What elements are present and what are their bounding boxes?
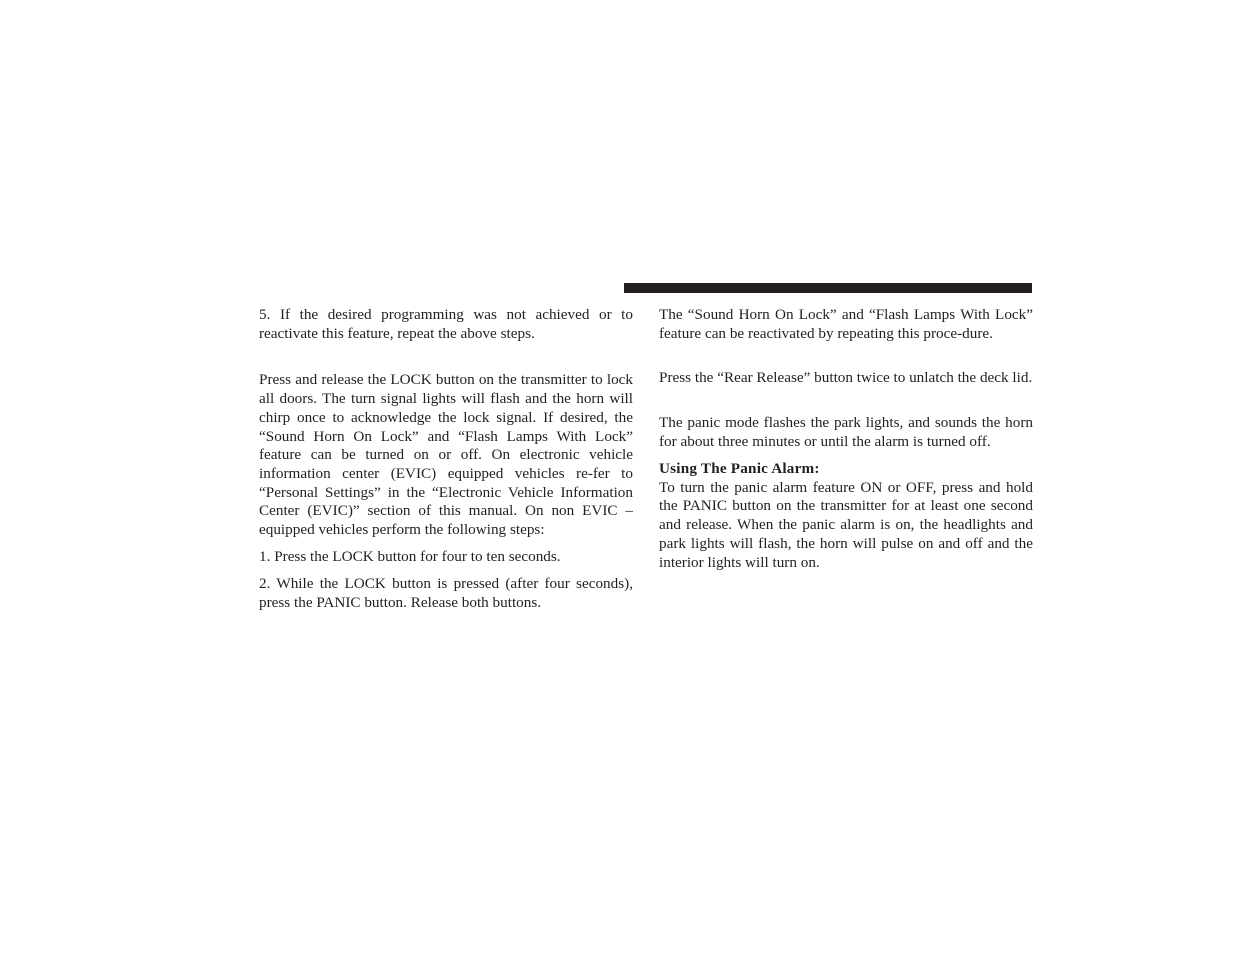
- reactivate-paragraph: The “Sound Horn On Lock” and “Flash Lamps With Lock” feature can be reactivated by repeating this proce-dure.: [659, 306, 1033, 342]
- step-5-paragraph: 5. If the desired programming was not achieved or to reactivate this feature, repeat the above steps.: [259, 306, 633, 342]
- lock-description-paragraph: Press and release the LOCK button on the transmitter to lock all doors. The turn signal lights will flash and the horn will chirp once to acknowledge the lock signal. If desired, the “Sound Horn On Lock” and “Flash Lamps With Lock” feature can be turned on or off. On electronic vehicle information center (EVIC) equipped vehicles re-fer to “Personal Settings” in the “Electronic Vehicle Information Center (EVIC)” section of this manual. On non EVIC – equipped vehicles perform the following steps:: [259, 371, 633, 539]
- right-column: [659, 306, 1033, 572]
- panic-alarm-paragraph: To turn the panic alarm feature ON or OFF, press and hold the PANIC button on the transmitter for at least one second and release. When the panic alarm is on, the headlights and park lights will flash, the horn will pulse on and off and the interior lights will turn on.: [659, 478, 1033, 571]
- panic-alarm-subheading: Using The Panic Alarm:: [659, 460, 820, 478]
- left-column: [259, 306, 633, 613]
- step-2-paragraph: 2. While the LOCK button is pressed (after four seconds), press the PANIC button. Release both buttons.: [259, 575, 633, 612]
- panic-mode-paragraph: The panic mode flashes the park lights, and sounds the horn for about three minutes or until the alarm is turned off.: [659, 414, 1033, 450]
- step-1-paragraph: 1. Press the LOCK button for four to ten seconds.: [259, 548, 561, 566]
- rear-release-paragraph: Press the “Rear Release” button twice to unlatch the deck lid.: [659, 369, 1033, 387]
- section-header-rule: [624, 283, 1032, 293]
